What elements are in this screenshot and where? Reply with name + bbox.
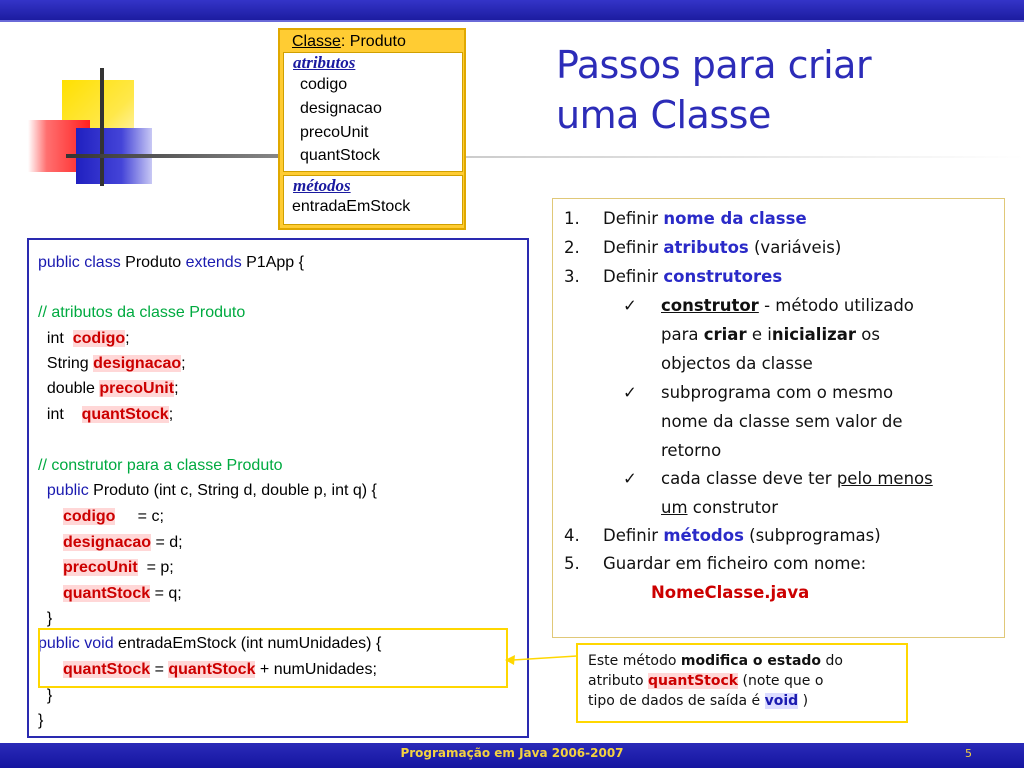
code-line-assign: designacao = d;: [63, 534, 183, 551]
code-comment-attributes: // atributos da classe Produto: [38, 304, 246, 321]
arrow-icon: [505, 652, 579, 668]
uml-attribute: codigo: [300, 76, 348, 93]
code-line-close: }: [38, 712, 44, 729]
uml-attribute: designacao: [300, 100, 382, 117]
decor-vertical-line: [100, 68, 104, 186]
code-line-assign: quantStock = q;: [63, 585, 182, 602]
code-line-attr: int codigo;: [38, 330, 130, 347]
uml-attribute: precoUnit: [300, 124, 369, 141]
code-line-close: }: [38, 687, 53, 704]
code-line-attr: double precoUnit;: [38, 380, 179, 397]
uml-attributes-header: atributos: [293, 53, 356, 72]
code-line-attr: String designacao;: [38, 355, 186, 372]
page-number: 5: [965, 747, 972, 760]
code-line-constructor: public Produto (int c, String d, double p, int q) {: [38, 482, 377, 499]
check-icon: ✓: [623, 296, 637, 315]
code-line-assign: precoUnit = p;: [63, 559, 174, 576]
check-icon: ✓: [623, 383, 637, 402]
slide-title: Passos para criar uma Classe: [556, 43, 872, 137]
uml-class-diagram: [278, 28, 466, 230]
uml-methods-section: [283, 175, 463, 225]
decor-horizontal-line-right: [466, 156, 1024, 158]
check-icon: ✓: [623, 469, 637, 488]
note-line: tipo de dados de saída é void ): [588, 693, 809, 709]
decor-horizontal-line: [66, 154, 282, 158]
code-line-close: }: [38, 610, 53, 627]
code-line-attr: int quantStock;: [38, 406, 174, 423]
method-note: [576, 643, 908, 723]
code-line-method: public void entradaEmStock (int numUnidades) {: [38, 635, 382, 652]
note-line: Este método modifica o estado do: [588, 653, 843, 669]
code-line-class: public class Produto extends P1App {: [38, 254, 304, 271]
uml-attributes-section: [283, 52, 463, 172]
uml-methods-header: métodos: [293, 176, 351, 195]
note-line: atributo quantStock (note que o: [588, 673, 824, 689]
code-line-method-body: quantStock = quantStock + numUnidades;: [63, 661, 377, 678]
code-comment-constructor: // construtor para a classe Produto: [38, 457, 283, 474]
uml-attribute: quantStock: [300, 147, 381, 164]
uml-method: entradaEmStock: [292, 198, 411, 215]
footer-title: Programação em Java 2006-2007: [400, 746, 624, 760]
steps-box: 1. Definir nome da classe 2. Definir atributos (variáveis) 3. Definir construtores ✓ construtor - método utilizado para criar e inicializar os objectos da classe ✓ subprograma com o mesmo nome da classe sem valor de retorno ✓ cada classe deve ter pelo menos um construtor 4. Definir métodos (subprogramas) 5. Guardar em ficheiro com nome: NomeClasse.java: [552, 198, 1005, 638]
method-highlight-frame: [38, 628, 508, 688]
code-line-assign: codigo = c;: [63, 508, 164, 525]
uml-class-title: Classe: Produto: [292, 33, 406, 50]
footer-bar: [0, 743, 1024, 768]
top-bar: [0, 0, 1024, 22]
